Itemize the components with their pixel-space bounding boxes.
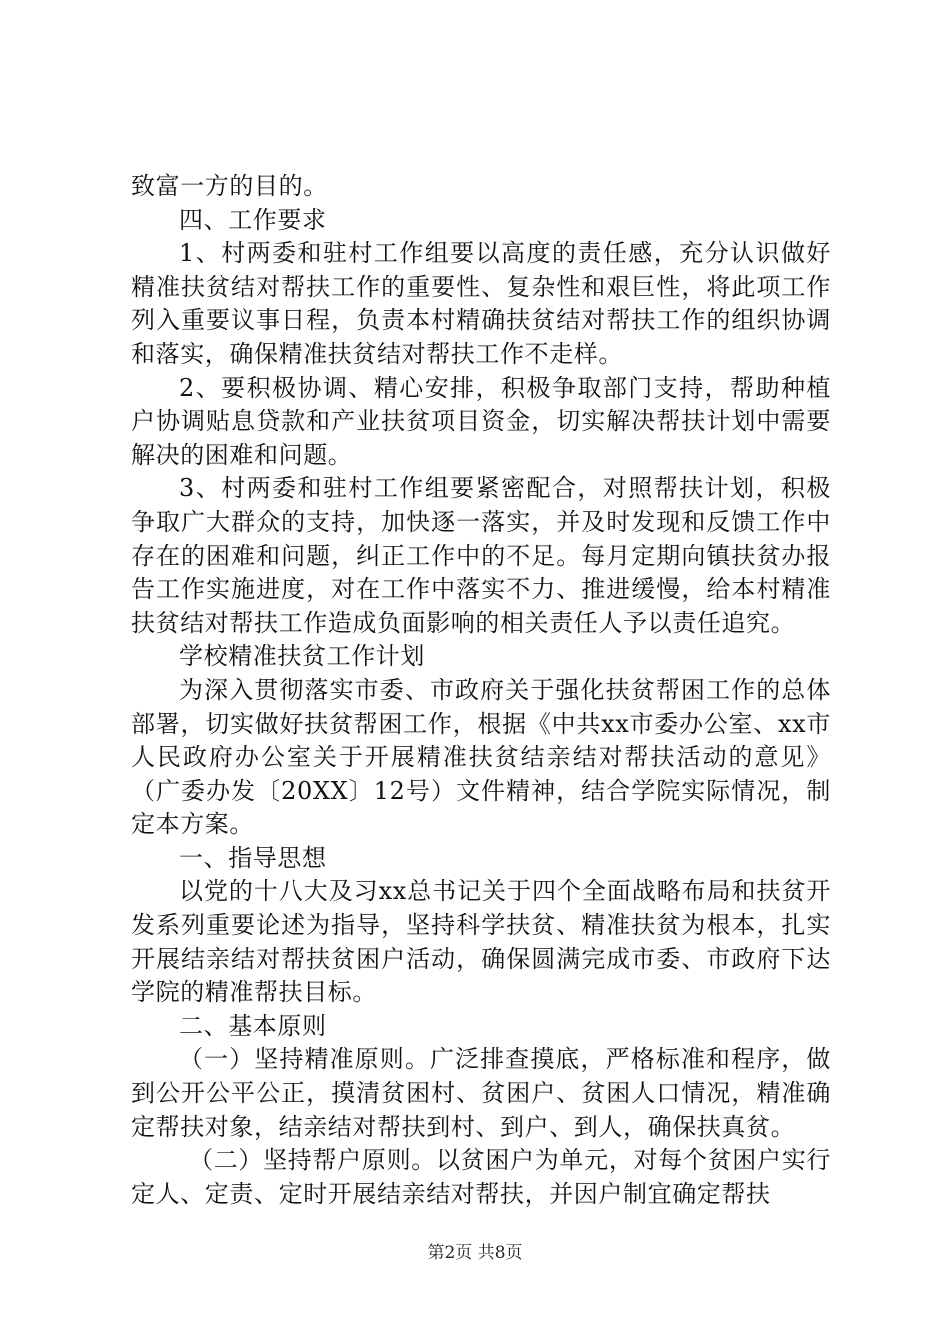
paragraph: 1、村两委和驻村工作组要以高度的责任感，充分认识做好精准扶贫结对帮扶工作的重要性、复杂性和艰巨性，将此项工作列入重要议事日程，负责本村精确扶贫结对帮扶工作的组织协调和落实，确保精准扶贫结对帮扶工作不走样。 [131, 239, 831, 368]
document-title: 学校精准扶贫工作计划 [179, 642, 425, 671]
document-body [131, 170, 831, 1211]
section-heading: 二、基本原则 [179, 1011, 327, 1040]
section-heading: 一、指导思想 [179, 843, 327, 872]
page-footer: 第2页 共8页 [427, 1243, 523, 1263]
paragraph: 以党的十八大及习xx总书记关于四个全面战略布局和扶贫开发系列重要论述为指导，坚持科学扶贫、精准扶贫为根本，扎实开展结亲结对帮扶贫困户活动，确保圆满完成市委、市政府下达学院的精准帮扶目标。 [131, 877, 831, 1007]
paragraph: 为深入贯彻落实市委、市政府关于强化扶贫帮困工作的总体部署，切实做好扶贫帮困工作，根据《中共xx市委办公室、xx市人民政府办公室关于开展精准扶贫结亲结对帮扶活动的意见》（广委办发〔20XX〕12号）文件精神，结合学院实际情况，制定本方案。 [131, 675, 831, 839]
paragraph: 3、村两委和驻村工作组要紧密配合，对照帮扶计划，积极争取广大群众的支持，加快逐一落实，并及时发现和反馈工作中存在的困难和问题，纠正工作中的不足。每月定期向镇扶贫办报告工作实施进度，对在工作中落实不力、推进缓慢，给本村精准扶贫结对帮扶工作造成负面影响的相关责任人予以责任追究。 [131, 474, 831, 637]
section-heading: 四、工作要求 [179, 205, 327, 234]
paragraph: （二）坚持帮户原则。以贫困户为单元，对每个贫困户实行定人、定责、定时开展结亲结对帮扶，并因户制宜确定帮扶 [131, 1146, 831, 1208]
paragraph: 致富一方的目的。 [131, 172, 328, 200]
paragraph: （一）坚持精准原则。广泛排查摸底，严格标准和程序，做到公开公平公正，摸清贫困村、贫困户、贫困人口情况，精准确定帮扶对象，结亲结对帮扶到村、到户、到人，确保扶真贫。 [131, 1045, 831, 1141]
paragraph: 2、要积极协调、精心安排，积极争取部门支持，帮助种植户协调贴息贷款和产业扶贫项目资金，切实解决帮扶计划中需要解决的困难和问题。 [131, 373, 831, 469]
